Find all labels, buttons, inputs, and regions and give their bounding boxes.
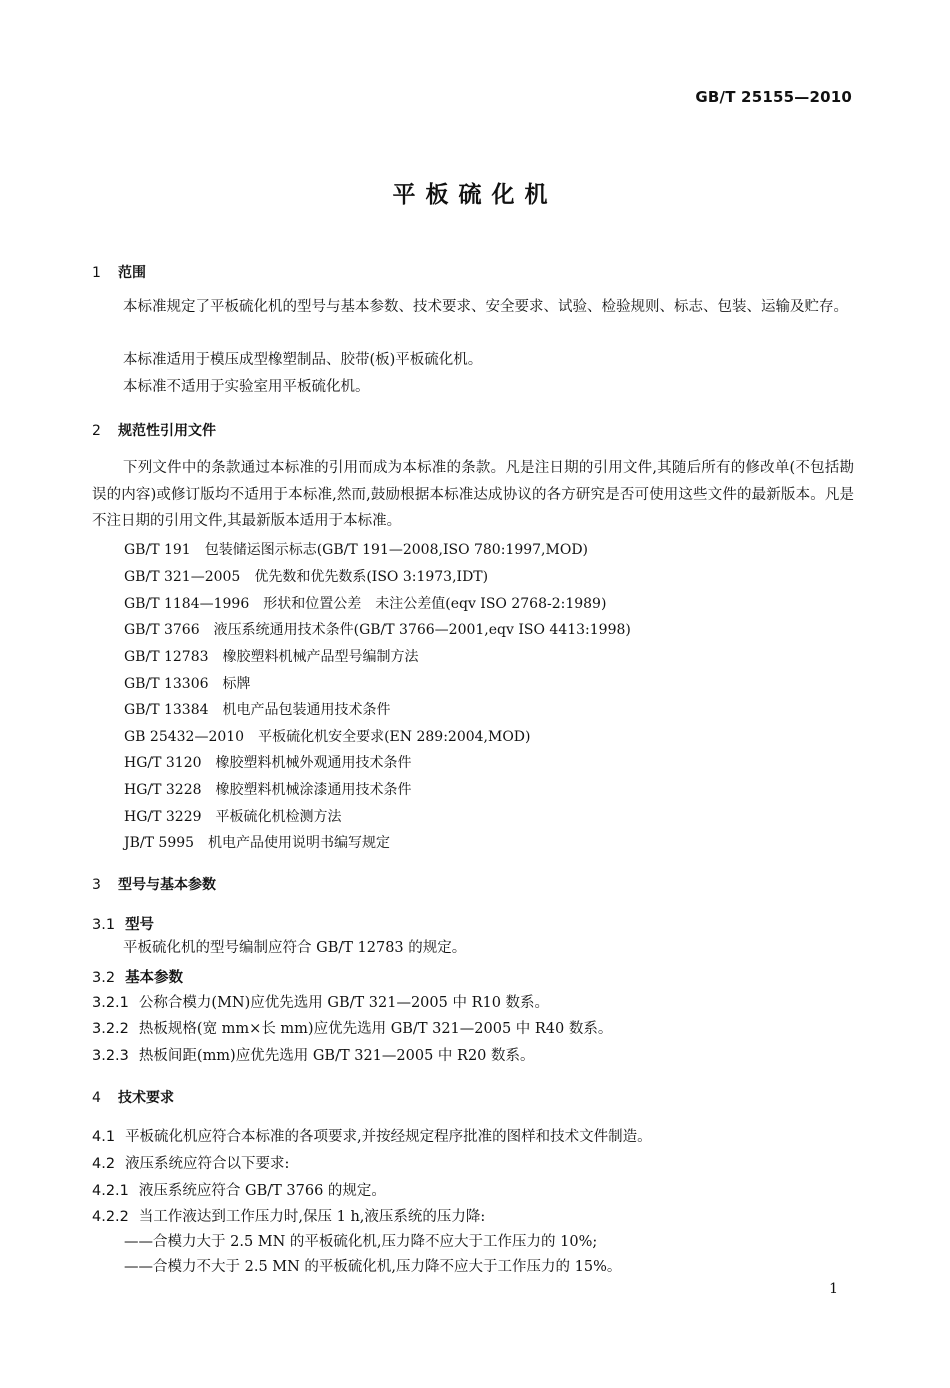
- reference-title: 平板硫化机安全要求(EN 289:2004,MOD): [258, 729, 531, 745]
- page-number: 1: [829, 1281, 838, 1297]
- reference-title: 橡胶塑料机械产品型号编制方法: [222, 649, 419, 665]
- reference-title: 液压系统通用技术条件(GB/T 3766—2001,eqv ISO 4413:1998): [213, 622, 631, 638]
- reference-title: 平板硫化机检测方法: [215, 809, 342, 825]
- reference-item: [124, 593, 606, 613]
- list-item: ——合模力大于 2.5 MN 的平板硫化机,压力降不应大于工作压力的 10%;: [124, 1234, 598, 1250]
- reference-item: [124, 726, 531, 746]
- clause-text: 公称合模力(MN)应优先选用 GB/T 321—2005 中 R10 数系。: [138, 995, 550, 1011]
- section-3-heading: [92, 874, 216, 894]
- reference-code: HG/T 3120: [124, 755, 202, 771]
- clause-3-1-text: 平板硫化机的型号编制应符合 GB/T 12783 的规定。: [123, 940, 467, 956]
- section-number: 3: [92, 877, 101, 893]
- section-4-heading: [92, 1087, 174, 1107]
- reference-item: [124, 806, 342, 826]
- document-title: 平板硫化机: [392, 182, 558, 208]
- clause-3-1-heading: [92, 913, 154, 934]
- clause-number: 3.2.3: [92, 1048, 129, 1064]
- clause-title: 型号: [125, 917, 155, 933]
- section-title: 规范性引用文件: [118, 423, 216, 439]
- clause-3-2-heading: [92, 966, 183, 987]
- clause-text: 热板规格(宽 mm×长 mm)应优先选用 GB/T 321—2005 中 R40 数系。: [138, 1021, 613, 1037]
- reference-item: [124, 699, 391, 719]
- reference-item: [124, 619, 631, 639]
- reference-title: 优先数和优先数系(ISO 3:1973,IDT): [254, 569, 489, 585]
- scope-paragraph-1: 本标准规定了平板硫化机的型号与基本参数、技术要求、安全要求、试验、检验规则、标志、包装、运输及贮存。: [123, 299, 848, 315]
- clause-number: 3.2.2: [92, 1021, 129, 1037]
- reference-title: 形状和位置公差 未注公差值(eqv ISO 2768-2:1989): [263, 596, 607, 612]
- clause-number: 4.2.1: [92, 1183, 129, 1199]
- clause-text: 液压系统应符合以下要求:: [125, 1156, 290, 1172]
- reference-code: GB/T 191: [124, 542, 191, 558]
- clause-text: 热板间距(mm)应优先选用 GB/T 321—2005 中 R20 数系。: [138, 1048, 535, 1064]
- reference-code: GB/T 3766: [124, 622, 200, 638]
- clause-4-1: [92, 1125, 652, 1146]
- reference-code: GB/T 13306: [124, 676, 209, 692]
- clause-text: 液压系统应符合 GB/T 3766 的规定。: [138, 1183, 386, 1199]
- clause-number: 4.2: [92, 1156, 116, 1172]
- reference-item: [124, 646, 419, 666]
- references-intro: 下列文件中的条款通过本标准的引用而成为本标准的条款。凡是注日期的引用文件,其随后所有的修改单(不包括勘误的内容)或修订版均不适用于本标准,然而,鼓励根据本标准达成协议的各方研究是否可使用这些文件的最新版本。凡是不注日期的引用文件,其最新版本适用于本标准。: [92, 460, 854, 529]
- list-item: ——合模力不大于 2.5 MN 的平板硫化机,压力降不应大于工作压力的 15%。: [124, 1259, 622, 1275]
- section-number: 2: [92, 423, 101, 439]
- clause-number: 4.1: [92, 1129, 116, 1145]
- clause-3-2-3: [92, 1044, 535, 1065]
- clause-number: 3.2: [92, 970, 116, 986]
- reference-item: [124, 566, 488, 586]
- section-title: 范围: [118, 265, 146, 281]
- reference-code: GB/T 321—2005: [124, 569, 241, 585]
- clause-text: 当工作液达到工作压力时,保压 1 h,液压系统的压力降:: [138, 1209, 486, 1225]
- reference-code: GB/T 13384: [124, 702, 209, 718]
- clause-4-2-1: [92, 1179, 386, 1200]
- reference-item: [124, 673, 251, 693]
- reference-title: 包装储运图示标志(GB/T 191—2008,ISO 780:1997,MOD): [204, 542, 589, 558]
- section-number: 4: [92, 1090, 101, 1106]
- section-1-heading: [92, 262, 146, 282]
- scope-paragraph-3: 本标准不适用于实验室用平板硫化机。: [123, 379, 370, 395]
- reference-title: 机电产品包装通用技术条件: [222, 702, 391, 718]
- clause-text: 平板硫化机应符合本标准的各项要求,并按经规定程序批准的图样和技术文件制造。: [125, 1129, 652, 1145]
- reference-code: GB/T 1184—1996: [124, 596, 250, 612]
- reference-code: GB/T 12783: [124, 649, 209, 665]
- clause-3-2-1: [92, 991, 549, 1012]
- scope-paragraph-2: 本标准适用于模压成型橡塑制品、胶带(板)平板硫化机。: [123, 352, 483, 368]
- reference-code: JB/T 5995: [124, 835, 195, 851]
- clause-3-2-2: [92, 1017, 612, 1038]
- section-2-heading: [92, 420, 216, 440]
- clause-number: 3.1: [92, 917, 116, 933]
- reference-code: HG/T 3229: [124, 809, 202, 825]
- reference-title: 机电产品使用说明书编写规定: [208, 835, 391, 851]
- clause-4-2: [92, 1152, 289, 1173]
- reference-title: 橡胶塑料机械涂漆通用技术条件: [215, 782, 412, 798]
- reference-title: 橡胶塑料机械外观通用技术条件: [215, 755, 412, 771]
- clause-number: 4.2.2: [92, 1209, 129, 1225]
- clause-4-2-2: [92, 1205, 485, 1226]
- reference-item: [124, 752, 412, 772]
- reference-item: [124, 779, 412, 799]
- reference-item: [124, 539, 588, 559]
- clause-number: 3.2.1: [92, 995, 129, 1011]
- section-title: 技术要求: [118, 1090, 174, 1106]
- reference-item: [124, 832, 390, 852]
- clause-title: 基本参数: [125, 970, 184, 986]
- reference-title: 标牌: [222, 676, 251, 692]
- standard-code: GB/T 25155—2010: [695, 88, 852, 106]
- reference-code: GB 25432—2010: [124, 729, 245, 745]
- section-title: 型号与基本参数: [118, 877, 216, 893]
- section-number: 1: [92, 265, 101, 281]
- reference-code: HG/T 3228: [124, 782, 202, 798]
